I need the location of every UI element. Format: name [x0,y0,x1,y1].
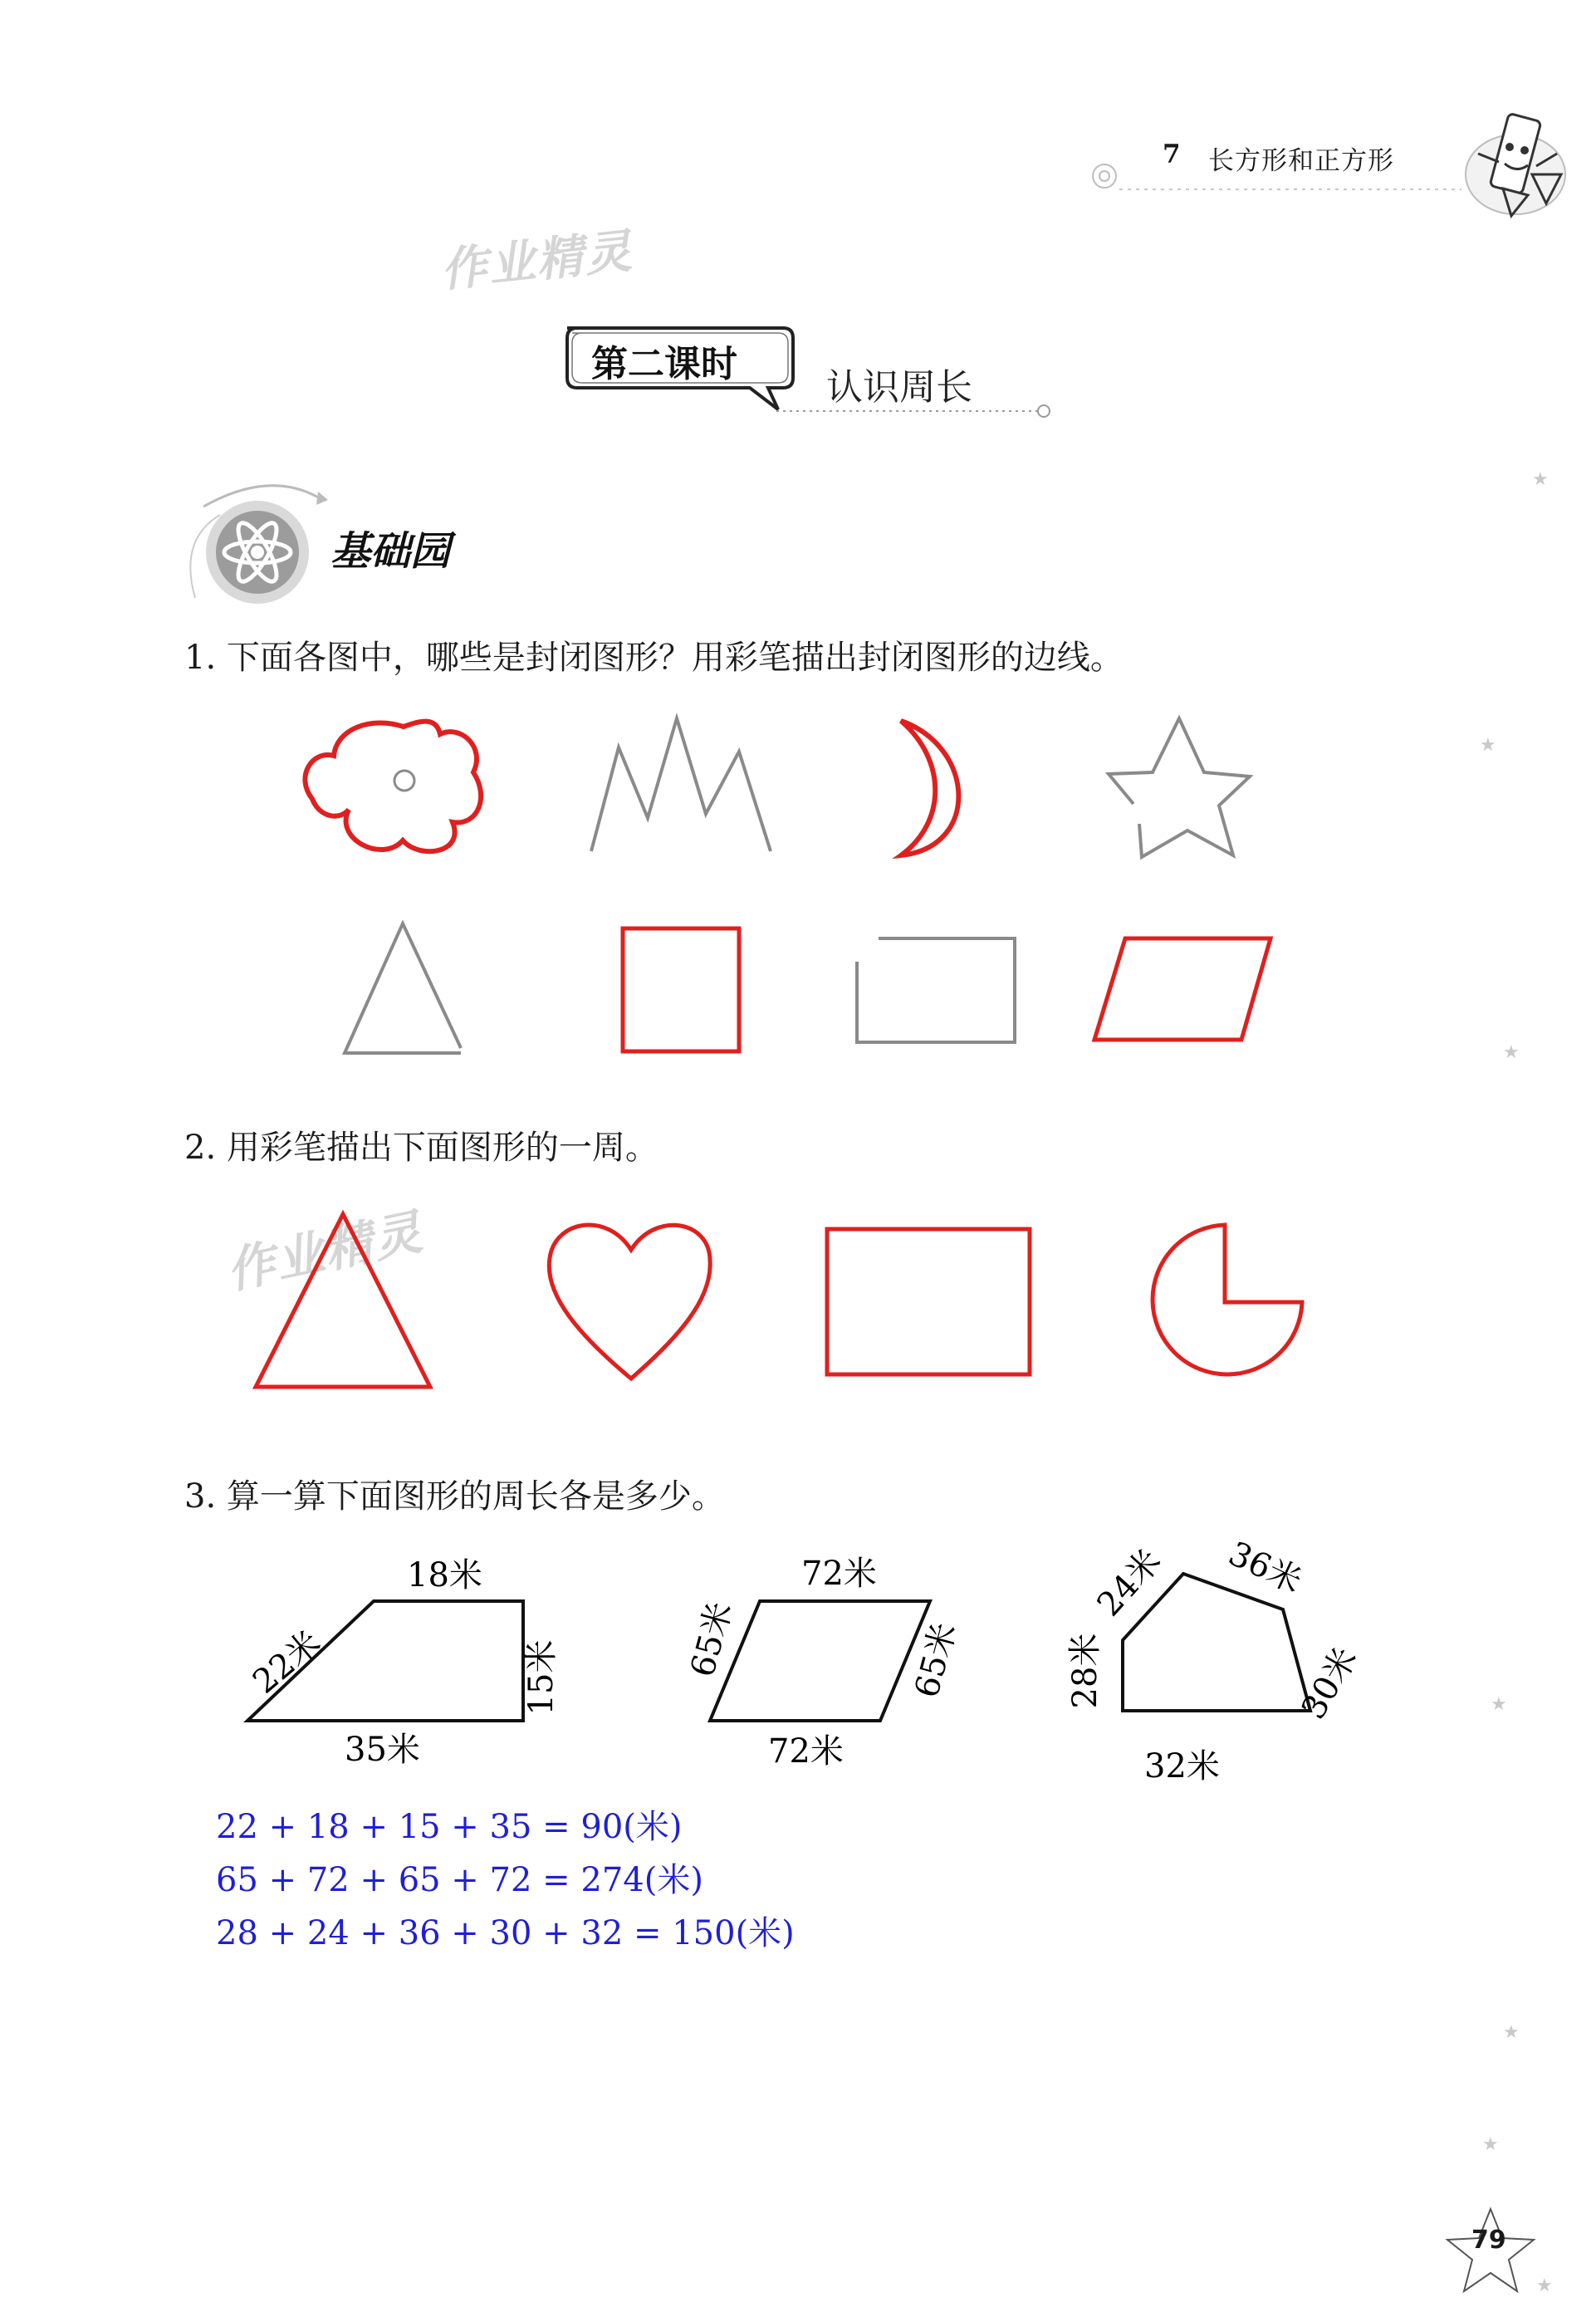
question-3-text: 3. 算一算下面图形的周长各是多少。 [184,1477,725,1516]
star-decoration-icon: ★ [1532,469,1549,490]
watermark-top: 作业精灵 [438,224,636,298]
question-2-text: 2. 用彩笔描出下面图形的一周。 [184,1129,658,1167]
watermark-middle: 作业精灵 [221,1203,428,1300]
lesson-topic: 认识周长 [826,366,972,409]
parallelogram-label-left: 65米 [683,1598,741,1682]
star-decoration-icon: ★ [1503,1042,1520,1063]
parallelogram-label-bottom: 72米 [768,1732,844,1771]
header-chapter: 7 [1163,140,1182,169]
pentagon-label-top-right: 36米 [1222,1534,1308,1602]
parallelogram-figure [710,1601,930,1721]
answer-2: 65 + 72 + 65 + 72 = 274(米) [216,1861,703,1899]
header-title: 长方形和正方形 [1208,146,1394,176]
star-decoration-icon: ★ [1536,2275,1553,2296]
answer-3: 28 + 24 + 36 + 30 + 32 = 150(米) [216,1914,795,1952]
pentagon-label-left: 28米 [1066,1633,1104,1709]
trapezoid-label-top: 18米 [407,1556,482,1594]
question-1-text: 1. 下面各图中，哪些是封闭图形？用彩笔描出封闭图形的边线。 [184,639,1124,677]
section-title: 基础园 [330,528,451,575]
pentagon-label-top-left: 24米 [1089,1541,1169,1624]
trapezoid-label-left: 22米 [246,1624,329,1702]
star-decoration-icon: ★ [1482,2134,1499,2155]
pentagon-label-bottom: 32米 [1144,1747,1220,1785]
lesson-badge: 第二课时 [591,343,737,385]
answer-1: 22 + 18 + 15 + 35 = 90(米) [216,1808,683,1846]
pentagon-label-right: 30米 [1294,1641,1365,1726]
trapezoid-label-right: 15米 [522,1639,561,1716]
star-decoration-icon: ★ [1491,1694,1507,1715]
page-number: 79 [1471,2226,1506,2255]
star-decoration-icon: ★ [1503,2022,1520,2043]
parallelogram-label-top: 72米 [801,1555,877,1593]
parallelogram-label-right: 65米 [908,1619,965,1702]
trapezoid-label-bottom: 35米 [345,1731,420,1769]
star-decoration-icon: ★ [1480,735,1496,756]
